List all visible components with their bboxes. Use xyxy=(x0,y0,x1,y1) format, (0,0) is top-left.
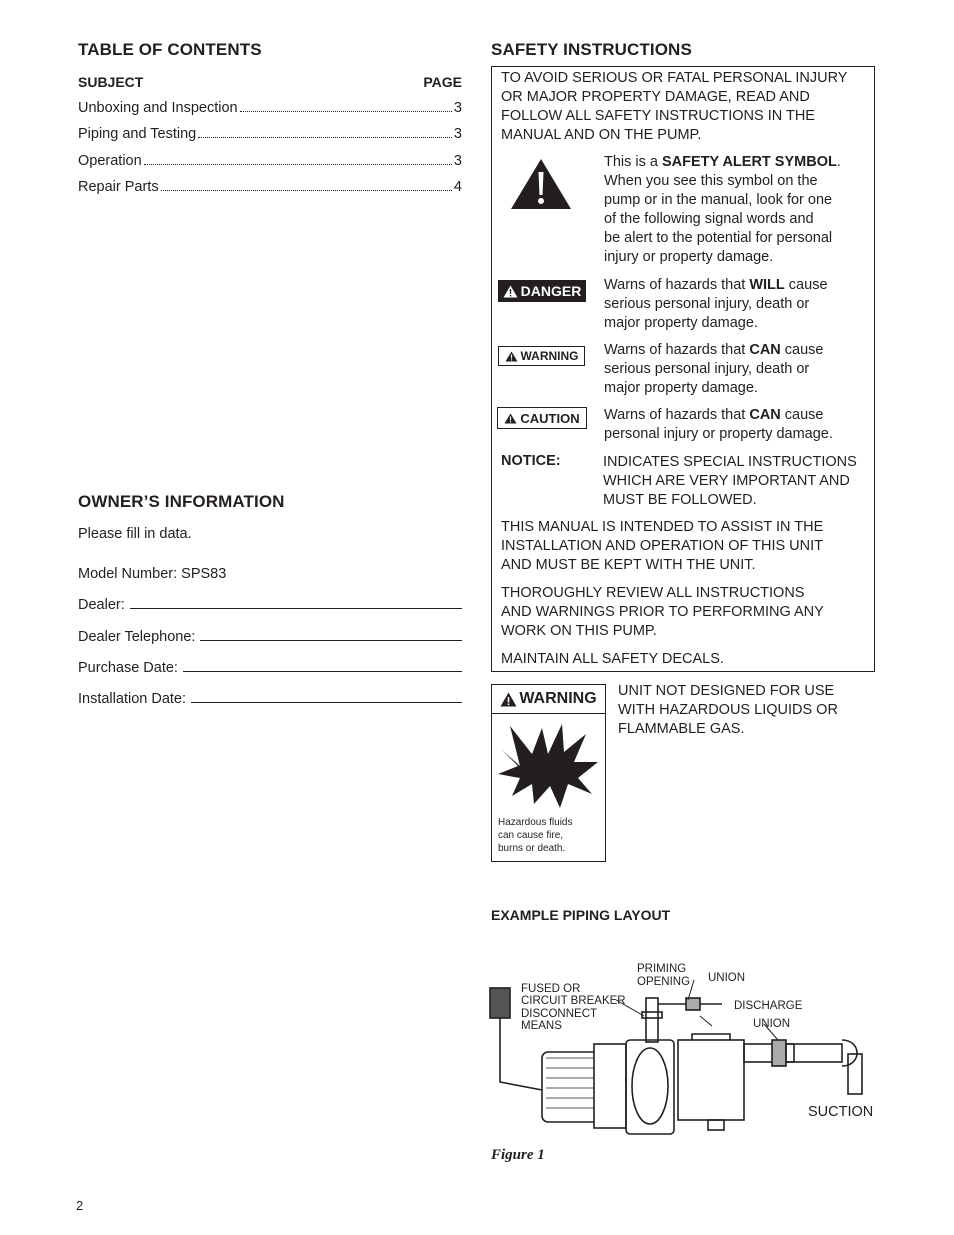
symbol-prefix: This is a xyxy=(604,154,663,170)
union-bottom xyxy=(772,1040,786,1066)
toc-entry-label: Operation xyxy=(78,153,142,169)
hazard-caption-line: can cause fire, xyxy=(498,830,564,841)
symbol-suffix: . xyxy=(836,154,841,170)
toc-entry xyxy=(78,179,462,195)
toc-entry-page: 3 xyxy=(453,126,462,142)
dealer-telephone-field[interactable] xyxy=(78,629,462,645)
toc-title: TABLE OF CONTENTS xyxy=(78,40,262,59)
caution-prefix: Warns of hazards that xyxy=(604,407,750,423)
field-label: Dealer: xyxy=(78,597,125,613)
hazard-text-line: WITH HAZARDOUS LIQUIDS OR xyxy=(618,702,838,718)
field-label: Installation Date: xyxy=(78,691,187,707)
safety-title: SAFETY INSTRUCTIONS xyxy=(491,40,692,59)
review-line: WORK ON THIS PUMP. xyxy=(501,623,657,639)
safety-symbol-text xyxy=(604,153,870,267)
hazard-caption-line: burns or death. xyxy=(498,843,566,854)
symbol-line: of the following signal words and xyxy=(604,211,814,227)
page-number: 2 xyxy=(76,1198,84,1213)
piping-title: EXAMPLE PIPING LAYOUT xyxy=(491,907,671,923)
fused-label-line: DISCONNECT xyxy=(521,1008,598,1020)
model-number: Model Number: SPS83 xyxy=(78,566,227,582)
toc-page-header: PAGE xyxy=(423,74,462,90)
safety-intro-line: FOLLOW ALL SAFETY INSTRUCTIONS IN THE xyxy=(501,108,815,124)
fill-line[interactable] xyxy=(183,670,462,672)
dealer-field[interactable] xyxy=(78,597,462,613)
hazard-caption-line: Hazardous fluids xyxy=(498,817,573,828)
warning-prefix: Warns of hazards that xyxy=(604,342,750,358)
warning-bold: CAN xyxy=(749,342,781,358)
danger-bold: WILL xyxy=(749,277,785,293)
installation-date-field[interactable] xyxy=(78,691,462,707)
warning-line: major property damage. xyxy=(604,380,758,396)
warning-line: serious personal injury, death or xyxy=(604,361,810,377)
toc-entry-page: 3 xyxy=(453,100,462,116)
symbol-line: pump or in the manual, look for one xyxy=(604,192,833,208)
manual-line: THIS MANUAL IS INTENDED TO ASSIST IN THE xyxy=(501,519,824,535)
alert-triangle-icon xyxy=(503,285,518,298)
pump-body xyxy=(626,1040,674,1134)
toc-entry xyxy=(78,126,462,142)
priming-label-line: OPENING xyxy=(637,976,691,988)
pump-housing xyxy=(678,1040,744,1120)
symbol-bold: SAFETY ALERT SYMBOL xyxy=(662,154,837,170)
warning-label xyxy=(498,346,585,366)
caution-text xyxy=(604,406,870,444)
notice-text xyxy=(603,453,873,510)
toc-entry-page: 3 xyxy=(453,153,462,169)
toc-entry xyxy=(78,153,462,169)
toc-entry-label: Repair Parts xyxy=(78,179,159,195)
fill-line[interactable] xyxy=(130,607,462,609)
hazard-text-line: FLAMMABLE GAS. xyxy=(618,721,745,737)
danger-line: major property damage. xyxy=(604,315,758,331)
safety-alert-symbol-icon xyxy=(510,158,572,210)
notice-line: INDICATES SPECIAL INSTRUCTIONS xyxy=(603,454,857,470)
toc-subject-header: SUBJECT xyxy=(78,74,144,90)
hazard-warning-label: WARNING xyxy=(519,690,597,707)
danger-text xyxy=(604,276,870,333)
notice-label: NOTICE: xyxy=(501,453,561,469)
warning-suffix: cause xyxy=(780,342,824,358)
explosion-icon xyxy=(496,722,600,810)
hazard-warning-header xyxy=(492,685,605,714)
toc-entry-label: Unboxing and Inspection xyxy=(78,100,238,116)
safety-intro-line: MANUAL AND ON THE PUMP. xyxy=(501,127,702,143)
field-label: Purchase Date: xyxy=(78,660,178,676)
notice-line: MUST BE FOLLOWED. xyxy=(603,492,757,508)
priming-label-line: PRIMING xyxy=(637,963,687,975)
manual-line: AND MUST BE KEPT WITH THE UNIT. xyxy=(501,557,756,573)
alert-triangle-icon xyxy=(504,413,517,424)
danger-label-text: DANGER xyxy=(520,283,582,299)
review-line: THOROUGHLY REVIEW ALL INSTRUCTIONS xyxy=(501,585,805,601)
field-label: Dealer Telephone: xyxy=(78,629,196,645)
priming-pipe xyxy=(646,998,658,1042)
toc-entry xyxy=(78,100,462,116)
purchase-date-field[interactable] xyxy=(78,660,462,676)
toc-entry-label: Piping and Testing xyxy=(78,126,197,142)
decals-text: MAINTAIN ALL SAFETY DECALS. xyxy=(501,651,724,667)
disconnect-box xyxy=(490,988,510,1018)
owner-info-title: OWNER’S INFORMATION xyxy=(78,492,285,511)
hazard-text-line: UNIT NOT DESIGNED FOR USE xyxy=(618,683,835,699)
caution-suffix: cause xyxy=(780,407,824,423)
manual-text xyxy=(501,518,873,575)
alert-triangle-icon xyxy=(500,692,517,707)
safety-intro-line: TO AVOID SERIOUS OR FATAL PERSONAL INJURY xyxy=(501,70,848,86)
symbol-line: injury or property damage. xyxy=(604,249,774,265)
manual-line: INSTALLATION AND OPERATION OF THIS UNIT xyxy=(501,538,823,554)
fused-label-line: CIRCUIT BREAKER xyxy=(521,995,626,1007)
caution-label-text: CAUTION xyxy=(520,410,580,426)
review-text xyxy=(501,584,873,641)
danger-prefix: Warns of hazards that xyxy=(604,277,750,293)
danger-line: serious personal injury, death or xyxy=(604,296,810,312)
danger-label xyxy=(498,280,586,302)
caution-label xyxy=(497,407,587,429)
caution-line: personal injury or property damage. xyxy=(604,426,833,442)
fused-label-line: FUSED OR xyxy=(521,983,581,995)
alert-triangle-icon xyxy=(505,351,518,362)
symbol-line: be alert to the potential for personal xyxy=(604,230,833,246)
notice-line: WHICH ARE VERY IMPORTANT AND xyxy=(603,473,850,489)
warning-label-text: WARNING xyxy=(520,349,579,363)
figure-caption: Figure 1 xyxy=(491,1147,545,1163)
hazard-caption xyxy=(498,816,572,855)
fill-line[interactable] xyxy=(191,701,462,703)
fused-label-line: MEANS xyxy=(521,1020,562,1032)
fill-line[interactable] xyxy=(200,639,462,641)
toc-entry-page: 4 xyxy=(453,179,462,195)
union-bottom-label: UNION xyxy=(753,1018,791,1030)
safety-intro xyxy=(501,69,871,145)
union-top-label: UNION xyxy=(708,972,746,984)
symbol-line: When you see this symbol on the xyxy=(604,173,818,189)
caution-bold: CAN xyxy=(749,407,781,423)
warning-text xyxy=(604,341,870,398)
review-line: AND WARNINGS PRIOR TO PERFORMING ANY xyxy=(501,604,824,620)
owner-instruction: Please fill in data. xyxy=(78,526,192,542)
discharge-label: DISCHARGE xyxy=(734,1000,803,1012)
safety-intro-line: OR MAJOR PROPERTY DAMAGE, READ AND xyxy=(501,89,810,105)
danger-suffix: cause xyxy=(784,277,828,293)
hazard-text xyxy=(618,682,874,739)
suction-label: SUCTION xyxy=(808,1104,874,1120)
